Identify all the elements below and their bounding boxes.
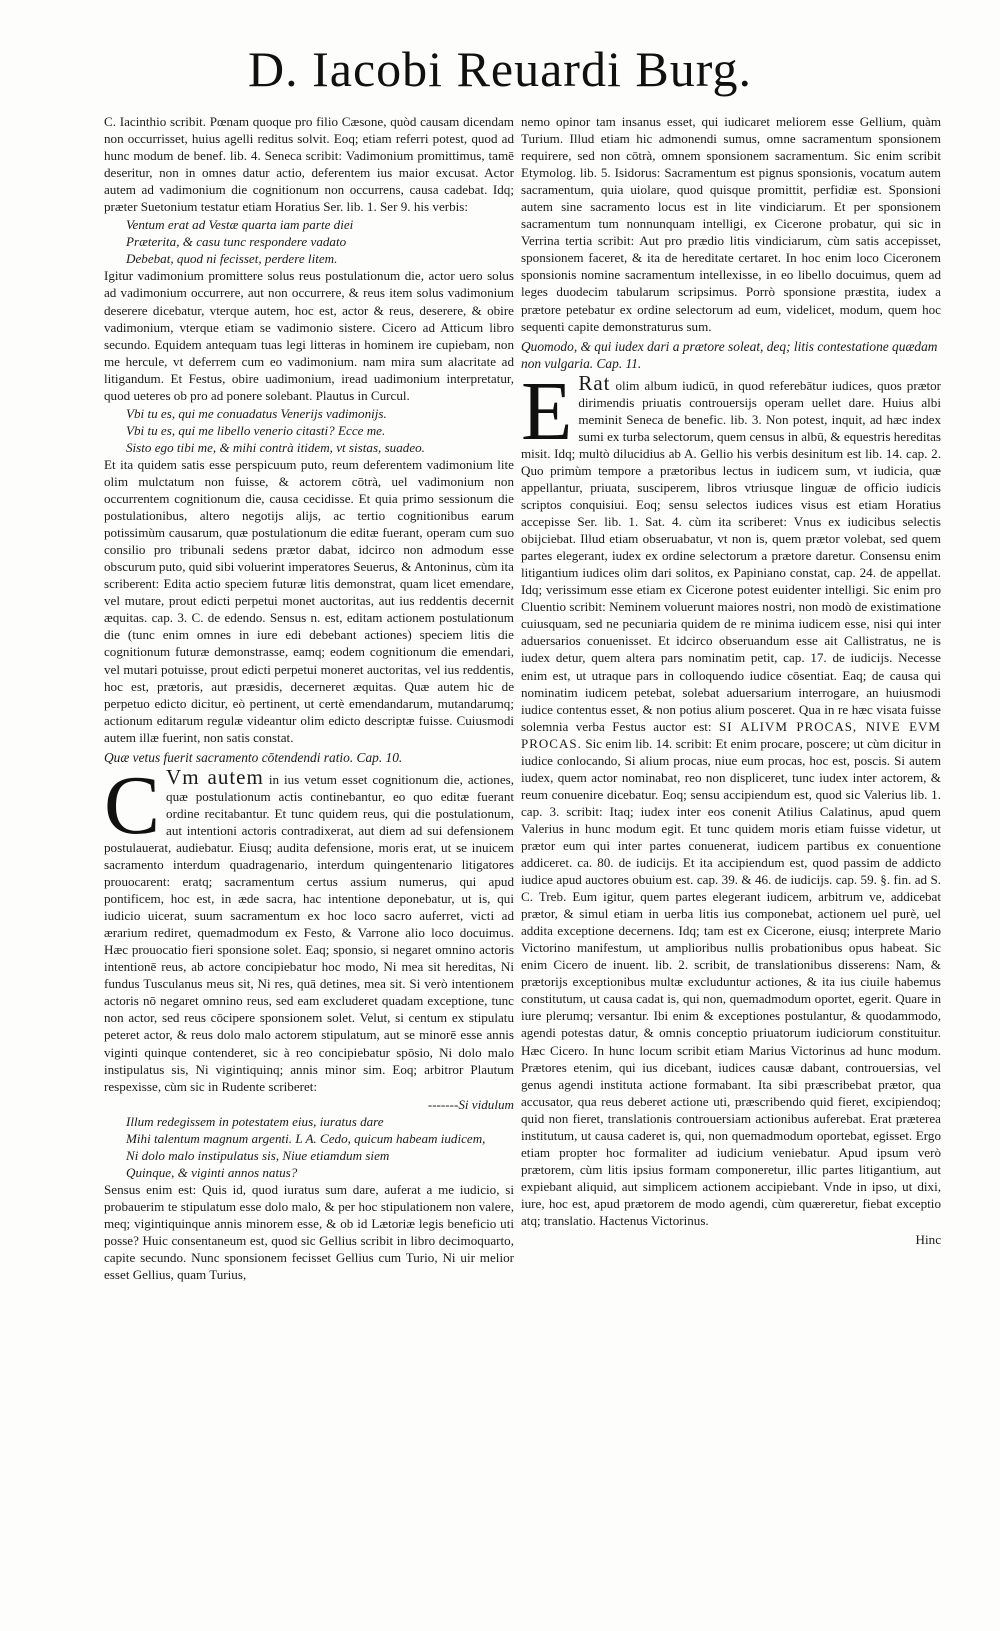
left-paragraph-1: C. Iacinthio scribit. Pœnam quoque pro filio Cæsone, quòd causam dicendam non occurrisset, huius agelli reditus solvit. Eoq; etiam referri potest, quod ad hunc modum de benef. lib. 4. Seneca scribit: Vadimonium promittimus, tamē deseritur, non in omnes datur actio, deferentem ius maior excusat. Actor autem ad vadimonium die cognitionum non occurrens, causa cadebat. Idq; præter Suetonium testatur etiam Horatius Ser. lib. 1. Ser 9. his verbis: xyxy=(104,114,514,215)
chapter-11-lead-word: Rat xyxy=(578,370,611,395)
chapter-10-body: in ius vetum esset cognitionum die, actiones, quæ postulationum actis continebantur, eo quo editæ fuerant ordine recitabantur. Et tunc quidem reus, qui die postulationum, aut intentioni actoris contradixerat, aut diem ad sui defensionem postulauerat, audiebatur. Eiusq; audita defensione, moris erat, ut se inuicem sacramento interdum quadragenario, interdum quingentenario litigatores prouocarent: eratq; sacramentum certus assium numerus, qui apud pontificem, hoc est, in æde sacra, hac intentione deponebatur, ut is, qui iudicio uicerat, suum sacramentum ex hoc loco sacro auferret, victi ad ærarium rediret, quemadmodum ex Festo, & Varrone alio loco docuimus. Hæc prouocatio fieri sponsione solet. Eaq; sponsio, si negaret omnino actoris intentionē reus, ab actore concipiebatur hoc modo, Ni mea sit hereditas, Ni fundus Tusculanus meus sit, Ni res, quā detines, mea sit. Si verò intentionem actoris nō negaret omnino reus, sed eam excluderet quadam exceptione, tunc non actor, sed reus cōcipere sponsionem solet. Velut, si centum ex stipulatu peteret actor, & reus dolo malo actorem stipulatum, aut se minorē esse annis viginti quinque contenderet, sic à reo concipiebatur spōsio, Ni dolo malo instipulatus sis, Ni vigintiquinq; annis minor sim. Eoq; arbitror Plautum respexisse, cùm sic in Rudente scriberet: xyxy=(104,771,514,1094)
verse-line: Quinque, & viginti annos natus? xyxy=(126,1164,298,1180)
verse-line: -------Si vidulum xyxy=(427,1096,514,1112)
right-column xyxy=(521,113,941,1618)
verse-block-horace xyxy=(104,216,514,267)
verse-line: Illum redegissem in potestatem eius, iuratus dare xyxy=(126,1113,384,1129)
chapter-10-heading: Quæ vetus fuerit sacramento cōtendendi ratio. Cap. 10. xyxy=(104,749,403,765)
chapter-11-opening xyxy=(521,364,941,1229)
verse-line: Mihi talentum magnum argenti. L A. Cedo, quicum habeam iudicem, xyxy=(126,1130,486,1146)
left-paragraph-5: Sensus enim est: Quis id, quod iuratus sum dare, auferat a me iudicio, si probauerim te stipulatum esse dolo malo, & per hoc stipulationem non valere, meq; vigintiquinque annis minorem esse, & ob id Lætoriæ legis beneficio uti posse? Huic consentaneum est, quod sic Gellius scribit in libro decimoquarto, capite secundo. Nunc sponsionem fecisset Gellius cum Turio, Ni uir melior esset Gellius, quam Turius, xyxy=(104,1181,514,1283)
chapter-11-heading: Quomodo, & qui iudex dari a prætore soleat, deq; litis contestatione quædam non vulgaria. Cap. 11. xyxy=(521,338,938,371)
catchword: Hinc xyxy=(915,1232,941,1248)
chapter-11-body: olim album iudicū, in quod referebātur iudices, quos prætor dirimendis priuatis controuersijs operam uellet dare. Huius albi meminit Seneca de benefic. lib. 3. Non potest, inquit, ad hæc index sumi ex turba selectorum, quem census in albū, & equestris hereditas misit. Idq; multò dilucidius ab A. Gellio his verbis desinitum est lib. 14. cap. 2. Quo primùm tempore a prætoribus lectus in iudicem sum, vt iudicia, quæ appellantur, priuata, susciperem, libros vtriusque linguæ de officio iudicis scriptos conquisiui. Eoq; sensu selectos iudices visus est etiam Horatius accepisse Ser. lib. 1. Sat. 4. cùm ita scriberet: Vnus ex iudicibus selectis obijciebat. Illud etiam obseruabatur, vt non is, quem prætor volebat, sed quem partes elegerant, iudex ex ordine selectorum a prætore daretur. Consensu enim litigantium iudices olim dari solitos, ex Papiniano constat, cap. 24. de appellat. Idq; verissimum esse etiam ex Cicerone potest euidenter intelligi. Sic enim pro Cluentio scribit: Neminem voluerunt maiores nostri, non modò de existimatione cuiusquam, sed ne pecuniaria quidem de re minima iudicem esse, nisi qui inter aduersarios conuenisset. Et idcirco obseruandum esse ait Callistratus, ne is iudex detur, quem altera pars nominatim petit, cap. 17. de iudicijs. Necesse enim est, ut utraque pars in colloquendo iudice cōsentiat. Eaq; de causa qui nominatim iudicem petebat, solebat aduersarium interrogare, an huiusmodi iudice contentus esset, & non potius alium posceret. Qua in re hæc visata fuisse solemnia verba Festus auctor est: xyxy=(521,377,941,734)
right-paragraph-3: Sic enim lib. 14. scribit: Et enim procare, poscere; ut cùm dicitur in iudice conlocando, Si alium procas, niue eum procas, hoc est, poscis. Si autem iudex, quem actor nominabat, reo non displiceret, tunc iudex inter actorem, & reum conuenire dicebatur. Eoq; sensu accipiendum est, quod sic Valerius lib. 1. cap. 3. scribit: Itaq; iudex inter eos conenit Atilius Calatinus, apud quem Valerius in hunc modum egit. Et tunc quidem moris etiam fuisse videtur, ut prætor eum qui inter partes conuenerat, iudicem partibus ex conuentione addiceret. ca. 80. de iudicijs. Et ita accipiendum est, quod passim de addicto iudice apud auctores obuium est. cap. 39. & 46. de iudicijs. cap. 59. §. fin. ad S. C. Treb. Eum igitur, quem partes elegerant iudicem, arbitrum ve, addicebat prætor, & simul etiam in uerba litis ius componebat, actionem uel purè, uel addita exceptione decernens. Idq; tam est ex Cicerone, eiusq; interprete Mario Victorino manifestum, ut amplioribus nullis probationibus opus habeat. Sic enim Cicero de inuent. lib. 2. scribit, de translationibus disserens: Nam, & prætorijs exceptionibus multæ excluduntur actiones, & ita ius ciuile habemus constitutum, ut causa cadat is, qui non, quemadmodum oportet, egerit. Quare in iure plerumq; versantur. Ibi enim & exceptiones postulantur, & quodammodo, agendi potestas datur, & omnis conceptio priuatorum iudiciorum constituitur. Hæc Cicero. In hunc locum scribit etiam Marius Victorinus ad hunc modum. Prætores etenim, qui ius dicebant, iudices causæ dabant, controuersias, vel genus agendi instituta actione formabant. Ita sibi præscribebat prætor, qua accusator, qua reus deberet actione uti, præscribendo quid fieret, excipiendoq; quid non fieret, translationis controuersiam actionibus auferebat. Erat præterea institutum, ut causa caderet is, qui, non quemadmodum oportebat, egisset. Ergo etiam propter hoc formaliter ad iudicium veniebatur. Apud ipsum verò prætorem, cùm litis ipsius formam componeretur, illic partes litigantium, aut expiebant aliquid, aut simplicem actionem accipiebant. Vnde in ipso, ut dixi, iure, hoc est, apud prætorem de modo agendi, cùm quæreretur, fiebat exceptio atq; translatio. Hactenus Victorinus. xyxy=(521,735,941,1228)
left-paragraph-3: Et ita quidem satis esse perspicuum puto, reum deferentem vadimonium lite olim mulctatum non fuisse, & actorem cōtrà, uel vadimonium non occurrentem cognitionum die, causa cecidisse. Et quia primo sessionum die postulationibus, altero negotijs alijs, ac tertio cognitionibus earum potissimùm causarum, quæ postulationum die editæ fuerant, operam cum suo consilio pro tribunali sedens prætor dabat, idcirco non admodum esse obscurum puto, quid sibi voluerint imperatores Seuerus, & Antoninus, cùm ita scriberent: Edita actio speciem futuræ litis demonstrat, quam licet emendare, vel mutare, prout edicti perpetui monet auctoritas, aut ius reddentis decernit æquitas. cap. 3. C. de edendo. Sensus n. est, editam actionem postulationum die (tunc enim omnes in iure edi debebant actiones) speciem litis die cognitionum futuræ demonstrasse, eamq; eodem cognitionum die emendari, vel mutari potuisse, prout edicti perpetui moneret auctoritas, vel ius reddentis, hoc est, prætoris, aut præsidis, decerneret æquitas. Quæ autem hic de perpetuo edicto dicitur, eò pertinent, ut certè emendandarum, mutandarumq; actionum editarum regulæ videantur olim edicto descriptæ fuisse. Cuiusmodi autem illæ fuerint, non satis constat. xyxy=(104,456,514,745)
verse-line: Vbi tu es, qui me libello venerio citasti? Ecce me. xyxy=(126,422,386,438)
left-column xyxy=(104,113,514,1618)
running-head-title: D. Iacobi Reuardi Burg. xyxy=(248,41,752,97)
verse-line: Ventum erat ad Vestæ quarta iam parte diei xyxy=(126,217,354,233)
verse-line: Vbi tu es, qui me conuadatus Venerijs vadimonijs. xyxy=(126,405,387,421)
drop-cap-e: E xyxy=(521,364,573,458)
right-paragraph-1: nemo opinor tam insanus esset, qui iudicaret meliorem esse Gellium, quàm Turium. Illud etiam hic admonendi sumus, omne sacramentum sponsionem requirere, sed non cōtrà, omnem sponsionem sacramentum. Sic enim scribit Etymolog. lib. 5. Isidorus: Sacramentum est pignus sponsionis, vocatum autem sacramentum, quia uiolare, quod quisque promittit, perfidiæ est. Sponsioni autem sine sacramento locus est in lite vindiciarum. Et per sponsionem sacramentum tum nonnunquam intelligi, ex Cicerone probatur, qui sic in Verrina tertia scribit: Aut pro prædio litis vindiciarum, cùm satis accepisset, sponsionem faceret, & ita de hereditate certaret. In hoc enim loco Ciceronem sponsionis nomine sacramentum intellexisse, in eo libello docuimus, quem ad leges duodecim tabularum scripsimus. Porrò sponsione præstita, iudex a prætore petebatur ex ordine selectorum ad eum, videlicet, modum, quem hoc sequenti capite demonstraturus sum. xyxy=(521,114,941,334)
drop-cap-c: C xyxy=(104,758,161,852)
verse-line: Debebat, quod ni fecisset, perdere litem. xyxy=(126,251,338,267)
verse-line: Præterita, & casu tunc respondere vadato xyxy=(126,234,347,250)
chapter-10-lead-word: Vm autem xyxy=(166,764,264,789)
verse-line: Sisto ego tibi me, & mihi contrà itidem, vt sistas, suadeo. xyxy=(126,439,425,455)
verse-block-plautus-curculio xyxy=(104,405,514,456)
left-paragraph-2: Igitur vadimonium promittere solus reus postulationum die, actor uero solus ad vadimonium occurrere, aut non occurrere, & reus item solus vadimonium deserere dicebatur, vterque autem, hoc est, actor & reus, deserere, & obire vadimonium, vterque etiam se vadimonio sistere. Cicero ad Atticum libro secundo. Equidem antequam tuas legi litteras in hominem ire cupiebam, non me hercule, vt deferrem cum eo vadimonium. nam mira sum alacritate ad litigandum. Et Festus, obire uadimonium, iread uadimonium interpretatur, quod ueteres ob pro ad ponere solebant. Plautus in Curcul. xyxy=(104,268,514,403)
chapter-10-opening xyxy=(104,758,514,1095)
verse-block-plautus-rudens xyxy=(104,1096,514,1181)
verse-line: Ni dolo malo instipulatus sis, Niue etiamdum siem xyxy=(126,1147,390,1163)
festus-formula: SI ALIVM PROCAS, NIVE EVM PROCAS. xyxy=(521,718,941,751)
